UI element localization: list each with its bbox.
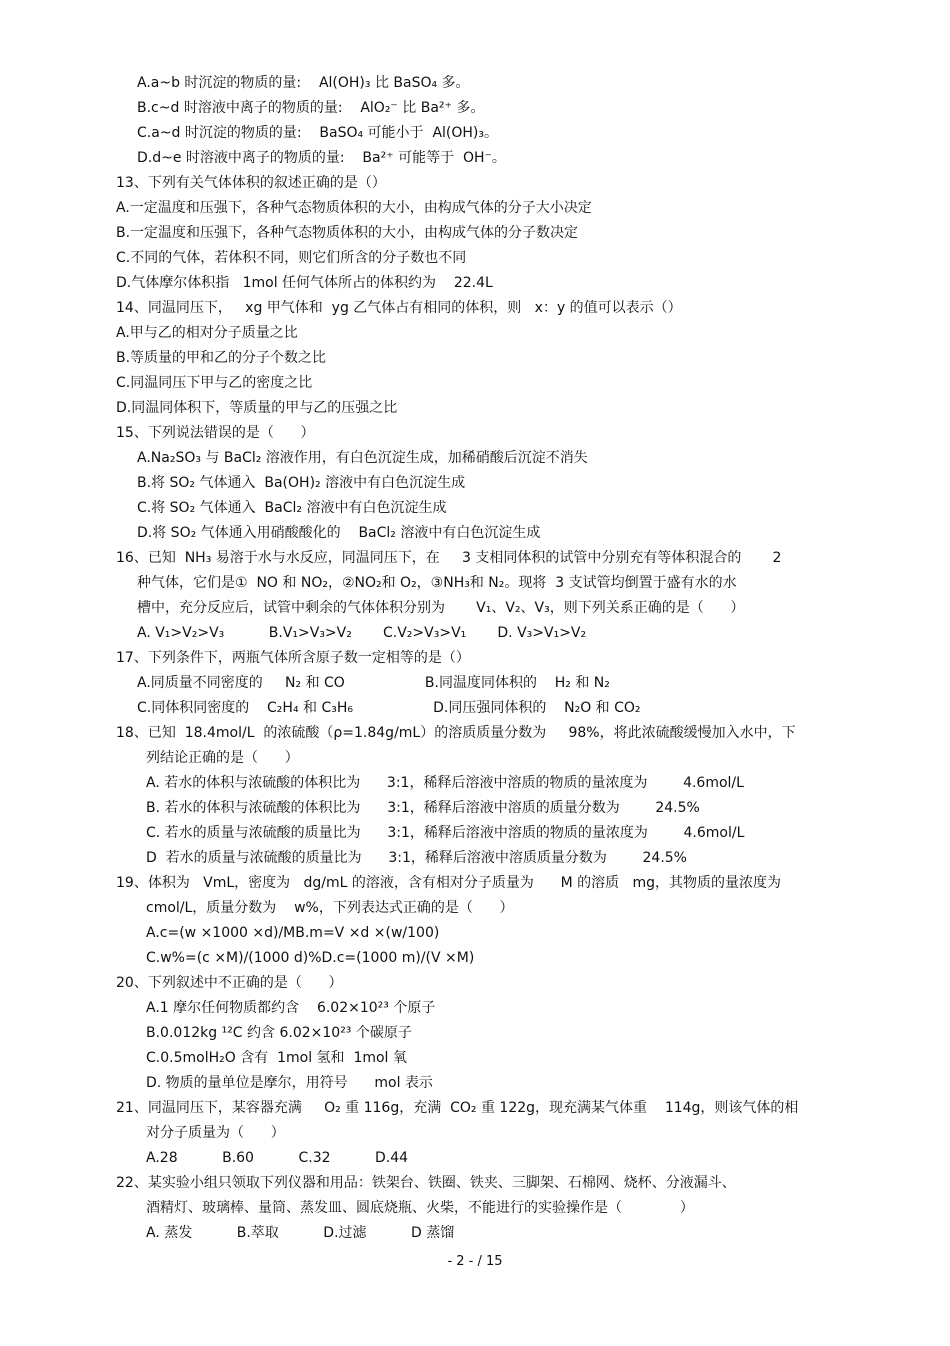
text-line: A.c=(w ×1000 ×d)/MB.m=V ×d ×(w/100) — [146, 925, 440, 941]
text-line: B.等质量的甲和乙的分子个数之比 — [116, 350, 327, 366]
text-line: C.同温同压下甲与乙的密度之比 — [116, 375, 313, 391]
text-line: A.甲与乙的相对分子质量之比 — [116, 325, 298, 341]
question-14: 14、同温同压下， xg 甲气体和 yg 乙气体占有相同的体积，则 x：y 的值可以表示（） — [116, 300, 682, 316]
question-15: 15、下列说法错误的是（ ） — [116, 425, 315, 441]
text-line: B. 若水的体积与浓硫酸的体积比为 3:1，稀释后溶液中溶质的质量分数为 24.5% — [146, 800, 700, 816]
text-line: B.一定温度和压强下，各种气态物质体积的大小，由构成气体的分子数决定 — [116, 225, 579, 241]
text-line: D.同温同体积下，等质量的甲与乙的压强之比 — [116, 400, 398, 416]
text-line: D 若水的质量与浓硫酸的质量比为 3:1，稀释后溶液中溶质质量分数为 24.5% — [146, 850, 687, 866]
question-22: 22、某实验小组只领取下列仪器和用品：铁架台、铁圈、铁夹、三脚架、石棉网、烧杯、分液漏斗、 — [116, 1175, 736, 1191]
question-21: 21、同温同压下，某容器充满 O₂ 重 116g，充满 CO₂ 重 122g，现充满某气体重 114g，则该气体的相 — [116, 1100, 799, 1116]
text-line: C.不同的气体，若体积不同，则它们所含的分子数也不同 — [116, 250, 467, 266]
text-line: C.w%=(c ×M)/(1000 d)%D.c=(1000 m)/(V ×M) — [146, 950, 475, 966]
text-line: 对分子质量为（ ） — [146, 1125, 285, 1141]
question-16: 16、已知 NH₃ 易溶于水与水反应，同温同压下，在 3 支相同体积的试管中分别充有等体积混合的 2 — [116, 550, 782, 566]
text-line: A.28 B.60 C.32 D.44 — [146, 1150, 409, 1166]
text-line: 酒精灯、玻璃棒、量筒、蒸发皿、圆底烧瓶、火柴，不能进行的实验操作是（ ） — [146, 1200, 694, 1216]
text-line: A.a~b 时沉淀的物质的量: Al(OH)₃ 比 BaSO₄ 多。 — [137, 75, 470, 91]
question-17: 17、下列条件下，两瓶气体所含原子数一定相等的是（） — [116, 650, 470, 666]
text-line: A. 蒸发 B.萃取 D.过滤 D 蒸馏 — [146, 1225, 455, 1241]
text-line: C. 若水的质量与浓硫酸的质量比为 3:1，稀释后溶液中溶质的物质的量浓度为 4.6mol/L — [146, 825, 745, 841]
text-line: D.气体摩尔体积指 1mol 任何气体所占的体积约为 22.4L — [116, 275, 493, 291]
text-line: C.0.5molH₂O 含有 1mol 氢和 1mol 氧 — [146, 1050, 407, 1066]
text-line: A.1 摩尔任何物质都约含 6.02×10²³ 个原子 — [146, 1000, 436, 1016]
text-line: A.同质量不同密度的 N₂ 和 CO B.同温度同体积的 H₂ 和 N₂ — [137, 675, 610, 691]
text-line: cmol/L，质量分数为 w%，下列表达式正确的是（ ） — [146, 900, 514, 916]
text-line: A. 若水的体积与浓硫酸的体积比为 3:1，稀释后溶液中溶质的物质的量浓度为 4.6mol/L — [146, 775, 744, 791]
text-line: 槽中，充分反应后，试管中剩余的气体体积分别为 V₁、V₂、V₃，则下列关系正确的是（ ） — [137, 600, 745, 616]
text-line: D.d~e 时溶液中离子的物质的量: Ba²⁺ 可能等于 OH⁻。 — [137, 150, 506, 166]
text-line: A.一定温度和压强下，各种气态物质体积的大小，由构成气体的分子大小决定 — [116, 200, 592, 216]
text-line: B.0.012kg ¹²C 约含 6.02×10²³ 个碳原子 — [146, 1025, 412, 1041]
question-18: 18、已知 18.4mol/L 的浓硫酸（ρ=1.84g/mL）的溶质质量分数为 98%，将此浓硫酸缓慢加入水中，下 — [116, 725, 796, 741]
question-19: 19、体积为 VmL，密度为 dg/mL 的溶液，含有相对分子质量为 M 的溶质 mg，其物质的量浓度为 — [116, 875, 782, 891]
text-line: C.同体积同密度的 C₂H₄ 和 C₃H₆ D.同压强同体积的 N₂O 和 CO₂ — [137, 700, 641, 716]
page-number: - 2 - / 15 — [447, 1254, 503, 1269]
text-line: A.Na₂SO₃ 与 BaCl₂ 溶液作用，有白色沉淀生成，加稀硝酸后沉淀不消失 — [137, 450, 588, 466]
question-20: 20、下列叙述中不正确的是（ ） — [116, 975, 343, 991]
text-line: D. 物质的量单位是摩尔，用符号 mol 表示 — [146, 1075, 433, 1091]
text-line: B.将 SO₂ 气体通入 Ba(OH)₂ 溶液中有白色沉淀生成 — [137, 475, 466, 491]
question-13: 13、下列有关气体体积的叙述正确的是（） — [116, 175, 386, 191]
text-line: D.将 SO₂ 气体通入用硝酸酸化的 BaCl₂ 溶液中有白色沉淀生成 — [137, 525, 541, 541]
text-line: B.c~d 时溶液中离子的物质的量: AlO₂⁻ 比 Ba²⁺ 多。 — [137, 100, 485, 116]
text-line: C.将 SO₂ 气体通入 BaCl₂ 溶液中有白色沉淀生成 — [137, 500, 447, 516]
text-line: 列结论正确的是（ ） — [146, 750, 299, 766]
text-line: 种气体，它们是① NO 和 NO₂，②NO₂和 O₂，③NH₃和 N₂。现将 3 支试管均倒置于盛有水的水 — [137, 575, 737, 591]
text-line: A. V₁>V₂>V₃ B.V₁>V₃>V₂ C.V₂>V₃>V₁ D. V₃>V₁>V₂ — [137, 625, 587, 641]
text-line: C.a~d 时沉淀的物质的量: BaSO₄ 可能小于 Al(OH)₃。 — [137, 125, 498, 141]
